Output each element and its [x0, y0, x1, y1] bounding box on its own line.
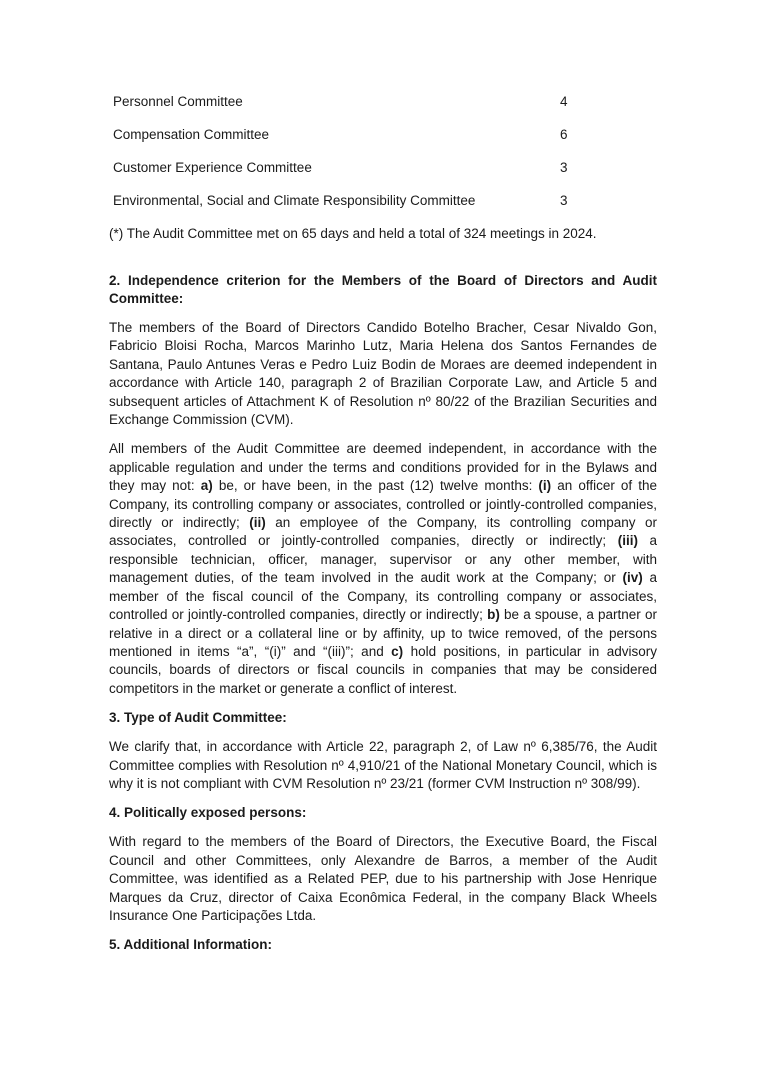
- table-row: [113, 93, 573, 126]
- section-2-heading: 2. Independence criterion for the Members of the Board of Directors and Audit Committee:: [109, 273, 657, 306]
- table-row: [113, 192, 573, 225]
- meeting-count: 6: [560, 127, 568, 142]
- section-3-heading: 3. Type of Audit Committee:: [109, 710, 287, 726]
- committee-name: Environmental, Social and Climate Responsibility Committee: [113, 193, 476, 208]
- audit-committee-footnote: (*) The Audit Committee met on 65 days and held a total of 324 meetings in 2024.: [109, 226, 597, 241]
- committee-name: Compensation Committee: [113, 127, 270, 142]
- section-5-heading: 5. Additional Information:: [109, 937, 272, 953]
- committee-name: Personnel Committee: [113, 94, 243, 109]
- section-2-paragraph-2: All members of the Audit Committee are deemed independent, in accordance with the applicable regulation and under the terms and conditions provided for in the Bylaws and they may not: a) be, or have been, in the past (12) twelve months: (i) an officer of the Company, its controlling company or associates, controlled or jointly-controlled companies, directly or indirectly; (ii) an employee of the Company, its controlling company or associates, controlled or jointly-controlled companies, directly or indirectly; (iii) a responsible technician, officer, manager, supervisor or any other member, with management duties, of the team involved in the audit work at the Company; or (iv) a member of the fiscal council of the Company, its controlling company or associates, controlled or jointly-controlled companies, directly or indirectly; b) be a spouse, a partner or relative in a direct or a collateral line or by affinity, up to twice removed, of the persons mentioned in items “a”, “(i)” and “(iii)”; and c) hold positions, in particular in advisory councils, boards of directors or fiscal councils in companies that may be considered competitors in the market or generate a conflict of interest.: [109, 441, 658, 696]
- committee-meetings-table: [113, 93, 573, 225]
- table-row: [113, 126, 573, 159]
- section-4-heading: 4. Politically exposed persons:: [109, 805, 307, 821]
- section-2-paragraph-1: The members of the Board of Directors Candido Botelho Bracher, Cesar Nivaldo Gon, Fabricio Bloisi Rocha, Marcos Marinho Lutz, Maria Helena dos Santos Fernandes de Santana, Paulo Antunes Veras e Pedro Luiz Bodin de Moraes are deemed independent in accordance with Article 140, paragraph 2 of Brazilian Corporate Law, and Article 5 and subsequent articles of Attachment K of Resolution nº 80/22 of the Brazilian Securities and Exchange Commission (CVM).: [109, 320, 657, 428]
- meeting-count: 3: [560, 160, 568, 175]
- section-3-paragraph: We clarify that, in accordance with Article 22, paragraph 2, of Law nº 6,385/76, the Audit Committee complies with Resolution nº 4,910/21 of the National Monetary Council, which is why it is not compliant with CVM Resolution nº 23/21 (former CVM Instruction nº 308/99).: [109, 739, 657, 791]
- table-row: [113, 159, 573, 192]
- committee-name: Customer Experience Committee: [113, 160, 312, 175]
- meeting-count: 3: [560, 193, 568, 208]
- document-body: [109, 272, 657, 965]
- meeting-count: 4: [560, 94, 568, 109]
- section-4-paragraph: With regard to the members of the Board of Directors, the Executive Board, the Fiscal Council and other Committees, only Alexandre de Barros, a member of the Audit Committee, was identified as a Related PEP, due to his partnership with Jose Henrique Marques da Cruz, director of Caixa Econômica Federal, in the company Black Wheels Insurance One Participações Ltda.: [109, 834, 657, 923]
